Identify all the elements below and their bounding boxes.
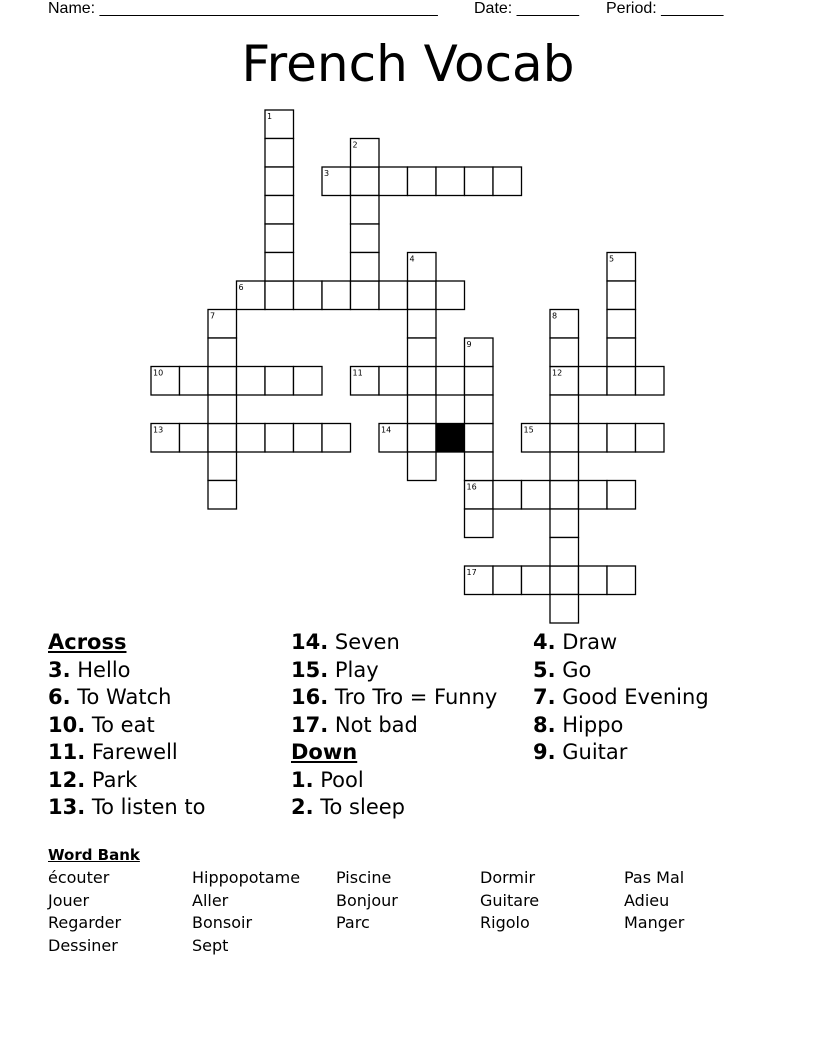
clue-text: Draw (555, 630, 618, 654)
grid-cell[interactable] (351, 167, 380, 196)
grid-cell[interactable] (294, 367, 323, 396)
grid-cell[interactable] (493, 481, 522, 510)
clue-text: Play (328, 657, 379, 682)
clues-column-1 (48, 629, 206, 822)
clue-number-label: 1 (267, 112, 273, 121)
clue-number: 16. (291, 685, 329, 709)
clue-item (533, 684, 709, 712)
clue-number: 2. (291, 795, 314, 819)
clue-item (533, 712, 709, 740)
grid-cell[interactable] (379, 167, 408, 196)
grid-cell[interactable] (265, 424, 294, 453)
grid-cell[interactable] (550, 424, 579, 453)
grid-cell[interactable] (607, 566, 636, 595)
word-bank-item: Aller (192, 891, 229, 910)
grid-cell[interactable] (465, 509, 494, 538)
clue-text: To sleep (313, 795, 405, 819)
word-bank-item: Bonsoir (192, 913, 253, 932)
clue-number-label: 17 (466, 568, 477, 577)
grid-cell[interactable] (180, 367, 209, 396)
grid-cell[interactable] (550, 566, 579, 595)
clue-text: To Watch (70, 685, 172, 709)
clue-item (48, 767, 206, 795)
grid-cell[interactable] (322, 424, 351, 453)
grid-cell[interactable] (465, 167, 494, 196)
word-bank-item: Guitare (480, 891, 540, 910)
clues-column-2 (291, 629, 497, 822)
word-bank-item: Sept (192, 936, 229, 955)
grid-cell[interactable] (180, 424, 209, 453)
word-bank-title: Word Bank (48, 846, 140, 864)
clue-number-label: 8 (552, 311, 558, 321)
clue-number-label: 7 (210, 311, 216, 321)
grid-cell[interactable] (322, 281, 351, 310)
grid-cell[interactable] (351, 281, 380, 310)
clue-number: 8. (533, 712, 556, 737)
grid-cell[interactable] (607, 481, 636, 510)
clue-number-label: 15 (523, 425, 534, 435)
grid-cell[interactable] (493, 167, 522, 196)
clue-item (291, 629, 497, 657)
grid-cell[interactable] (579, 367, 608, 396)
grid-cell[interactable] (208, 338, 237, 367)
clue-number-label: 3 (324, 169, 330, 178)
clue-heading: Across (48, 630, 127, 654)
grid-cell[interactable] (607, 310, 636, 339)
grid-cell[interactable] (579, 424, 608, 453)
grid-cell[interactable] (265, 253, 294, 282)
grid-cell[interactable] (265, 167, 294, 196)
clue-heading: Down (291, 740, 358, 764)
clue-number: 3. (48, 657, 71, 682)
grid-cell[interactable] (579, 481, 608, 510)
grid-cell[interactable] (436, 281, 465, 310)
clue-number: 4. (533, 630, 556, 654)
clue-text: Hello (70, 657, 131, 682)
clue-number: 17. (291, 712, 329, 737)
grid-cell[interactable] (607, 281, 636, 310)
clue-item (291, 684, 497, 712)
grid-cell[interactable] (351, 224, 380, 253)
clue-text: Guitar (555, 740, 628, 764)
clue-number: 1. (291, 767, 314, 792)
grid-cell[interactable] (436, 167, 465, 196)
grid-cell[interactable] (408, 452, 437, 481)
clue-text: Good Evening (555, 685, 709, 709)
clue-item (533, 629, 709, 657)
clues-column-3 (533, 629, 709, 767)
word-bank-item: Regarder (48, 913, 122, 932)
grid-cell[interactable] (208, 452, 237, 481)
clue-number-label: 4 (409, 254, 415, 264)
word-bank-item: Jouer (48, 891, 90, 910)
word-bank-item: Piscine (336, 868, 392, 887)
clue-number-label: 2 (352, 140, 358, 150)
clue-number-label: 16 (466, 482, 477, 492)
grid-cell[interactable] (408, 338, 437, 367)
grid-cell[interactable] (265, 224, 294, 253)
clue-number-label: 13 (153, 425, 164, 435)
clue-number: 7. (533, 685, 556, 709)
grid-cell[interactable] (294, 424, 323, 453)
clue-number: 9. (533, 740, 556, 764)
grid-cell[interactable] (408, 281, 437, 310)
grid-cell[interactable] (550, 481, 579, 510)
grid-cell[interactable] (550, 452, 579, 481)
grid-cell[interactable] (522, 481, 551, 510)
clue-number-label: 11 (352, 368, 363, 378)
grid-cell[interactable] (294, 281, 323, 310)
clue-number-label: 6 (238, 283, 244, 292)
clue-number: 6. (48, 685, 71, 709)
grid-cell[interactable] (208, 395, 237, 424)
grid-cell[interactable] (237, 424, 266, 453)
grid-cell[interactable] (550, 538, 579, 567)
clue-item (533, 739, 709, 767)
clue-number: 10. (48, 712, 86, 737)
grid-cell[interactable] (607, 424, 636, 453)
clue-number-label: 10 (153, 368, 164, 378)
grid-cell[interactable] (265, 139, 294, 168)
clue-number: 12. (48, 767, 86, 792)
clue-number-label: 9 (466, 340, 472, 349)
clue-item (291, 657, 497, 685)
grid-cell[interactable] (465, 367, 494, 396)
word-bank-item: écouter (48, 868, 110, 887)
clue-number: 13. (48, 795, 86, 819)
clue-number: 14. (291, 630, 329, 654)
grid-cell[interactable] (265, 281, 294, 310)
grid-black-cell (436, 424, 465, 453)
clue-number-label: 12 (552, 368, 563, 378)
date-field-label: Date: _______ (474, 0, 579, 17)
clue-item (48, 794, 206, 822)
grid-cell[interactable] (550, 395, 579, 424)
clue-text: Not bad (328, 712, 418, 737)
clue-number: 11. (48, 740, 86, 764)
clue-number-label: 14 (381, 425, 392, 435)
grid-cell[interactable] (408, 367, 437, 396)
grid-cell[interactable] (436, 367, 465, 396)
word-bank-item: Rigolo (480, 913, 530, 932)
grid-cell[interactable] (522, 566, 551, 595)
grid-cell[interactable] (408, 167, 437, 196)
clue-text: Go (555, 657, 592, 682)
grid-cell[interactable] (550, 338, 579, 367)
clue-text: Seven (328, 630, 400, 654)
period-field-label: Period: _______ (606, 0, 724, 17)
grid-cell[interactable] (493, 566, 522, 595)
grid-cell[interactable] (237, 367, 266, 396)
word-bank-item: Bonjour (336, 891, 398, 910)
clue-number: 15. (291, 657, 329, 682)
word-bank-item: Manger (624, 913, 685, 932)
clue-text: Tro Tro = Funny (328, 685, 498, 709)
clue-item (291, 767, 497, 795)
clue-text: Hippo (555, 712, 624, 737)
name-field-label: Name: ______________________________________ (48, 0, 438, 17)
word-bank-item: Hippopotame (192, 868, 301, 887)
clue-item (48, 684, 206, 712)
page-title: French Vocab (241, 35, 575, 93)
grid-cell[interactable] (208, 481, 237, 510)
word-bank-item: Dessiner (48, 936, 118, 955)
clue-text: Farewell (85, 740, 178, 764)
clue-item (48, 739, 206, 767)
grid-cell[interactable] (607, 338, 636, 367)
clue-text: Park (85, 767, 138, 792)
clue-text: To eat (85, 712, 155, 737)
grid-cell[interactable] (265, 196, 294, 225)
grid-cell[interactable] (636, 367, 665, 396)
clue-text: Pool (313, 767, 364, 792)
grid-cell[interactable] (579, 566, 608, 595)
clue-item (291, 794, 497, 822)
grid-cell[interactable] (465, 452, 494, 481)
clue-number-label: 5 (609, 254, 615, 264)
clue-item (533, 657, 709, 685)
grid-cell[interactable] (351, 253, 380, 282)
clue-item (48, 712, 206, 740)
grid-cell[interactable] (408, 395, 437, 424)
grid-cell[interactable] (408, 310, 437, 339)
word-bank-item: Dormir (480, 868, 536, 887)
grid-cell[interactable] (379, 367, 408, 396)
grid-cell[interactable] (379, 281, 408, 310)
word-bank-item: Pas Mal (624, 868, 685, 887)
grid-cell[interactable] (208, 367, 237, 396)
clue-item (48, 657, 206, 685)
clue-number: 5. (533, 657, 556, 682)
word-bank-item: Parc (336, 913, 370, 932)
grid-cell[interactable] (351, 196, 380, 225)
word-bank-item: Adieu (624, 891, 670, 910)
grid-cell[interactable] (465, 424, 494, 453)
grid-cell[interactable] (550, 595, 579, 624)
grid-cell[interactable] (208, 424, 237, 453)
clue-item (291, 712, 497, 740)
grid-cell[interactable] (636, 424, 665, 453)
clue-text: To listen to (85, 795, 206, 819)
grid-cell[interactable] (265, 367, 294, 396)
grid-cell[interactable] (465, 395, 494, 424)
grid-cell[interactable] (550, 509, 579, 538)
grid-cell[interactable] (607, 367, 636, 396)
grid-cell[interactable] (408, 424, 437, 453)
